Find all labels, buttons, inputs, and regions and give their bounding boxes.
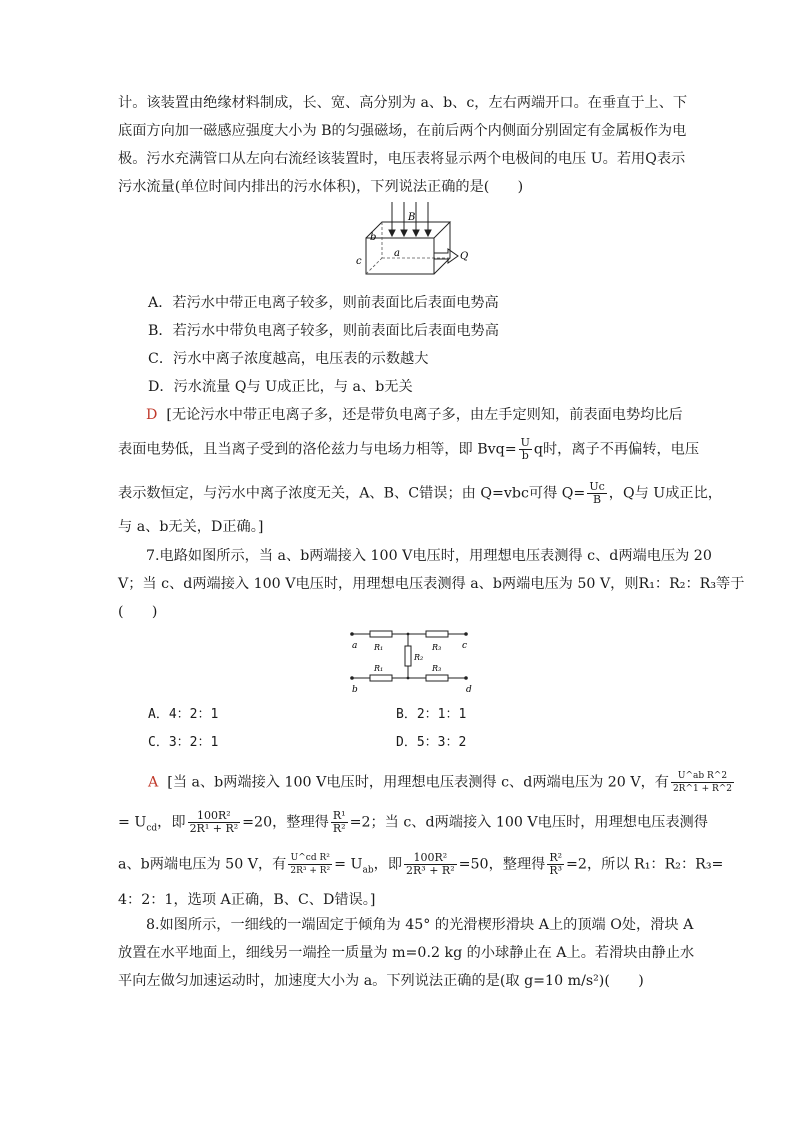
q6-explanation-line-1 bbox=[146, 405, 683, 425]
fraction-r2-over-r3 bbox=[547, 852, 564, 877]
fraction-numerator: R¹ bbox=[332, 809, 346, 822]
q6-option-b: B．若污水中带负电离子较多，则前表面比后表面电势高 bbox=[148, 323, 499, 339]
fraction-r1-over-r2 bbox=[331, 810, 348, 835]
q7-exp-2c: =20，整理得 bbox=[242, 814, 329, 831]
fraction-ucd-expression bbox=[288, 852, 332, 877]
terminal-b bbox=[350, 676, 354, 680]
q7-explanation-line-1 bbox=[148, 770, 736, 795]
label-b-terminal: b bbox=[352, 685, 358, 695]
q6-explanation-line-3 bbox=[118, 481, 722, 506]
q7-exp-2d: =2；当 c、d两端接入 100 V电压时，用理想电压表测得 bbox=[349, 814, 708, 831]
fraction-numerator: U^ab R^2 bbox=[671, 770, 734, 783]
resistor-r3-bottom bbox=[426, 675, 448, 681]
q6-exp-2a: 表面电势低，且当离子受到的洛伦兹力与电场力相等，即 Bvq= bbox=[118, 441, 517, 458]
q6-exp-1: [无论污水中带正电离子多，还是带负电离子多，由左手定则知，前表面电势均比后 bbox=[166, 407, 683, 423]
label-r1-top: R₁ bbox=[374, 643, 384, 652]
label-a: a bbox=[394, 248, 400, 259]
resistor-r2 bbox=[405, 646, 411, 666]
q7-answer-letter: A bbox=[148, 774, 159, 791]
fraction-denominator: 2R¹ + R² bbox=[189, 822, 239, 835]
label-r3-top: R₃ bbox=[432, 643, 442, 652]
q8-text-line-3: 平向左做匀加速运动时，加速度大小为 a。下列说法正确的是(取 g=10 m/s²)( ) bbox=[118, 973, 644, 989]
fraction-numerator: Uc bbox=[589, 480, 605, 493]
label-B-field: B bbox=[408, 212, 416, 223]
label-c-terminal: c bbox=[462, 641, 468, 651]
fraction-denominator: 2R^1 + R^2 bbox=[672, 784, 733, 794]
q7-exp-3a: a、b两端电压为 50 V，有 bbox=[118, 856, 287, 873]
label-b-small: b bbox=[370, 232, 377, 243]
q7-exp-3-sub: ab bbox=[362, 865, 374, 876]
q6-answer-letter: D bbox=[146, 407, 158, 423]
q6-explanation-line-2 bbox=[118, 437, 699, 462]
label-r1-bottom: R₁ bbox=[374, 664, 384, 673]
junction-top bbox=[407, 633, 410, 636]
label-Q: Q bbox=[460, 251, 469, 262]
q6-option-a: A．若污水中带正电离子较多，则前表面比后表面电势高 bbox=[148, 295, 499, 311]
fraction-U-over-b bbox=[519, 437, 532, 462]
fraction-uab-expression bbox=[671, 770, 734, 795]
q7-explanation-line-4: 4：2：1，选项 A正确，B、C、D错误。] bbox=[118, 892, 376, 908]
outflow-arrow bbox=[434, 249, 458, 263]
q7-exp-3d: =50，整理得 bbox=[458, 856, 546, 873]
q7-explanation-line-3 bbox=[118, 852, 723, 880]
q6-text-line-1: 计。该装置由绝缘材料制成，长、宽、高分别为 a、b、c，左右两端开口。在垂直于上、下 bbox=[118, 95, 688, 111]
q6-option-c: C．污水中离子浓度越高，电压表的示数越大 bbox=[148, 351, 429, 367]
resistor-r1-bottom bbox=[370, 675, 392, 681]
q6-text-line-3: 极。污水充满管口从左向右流经该装置时，电压表将显示两个电极间的电压 U。若用Q表示 bbox=[118, 151, 686, 167]
q7-text-line-2: V；当 c、d两端接入 100 V电压时，用理想电压表测得 a、b两端电压为 50 V，则R₁：R₂：R₃等于 bbox=[118, 576, 745, 592]
label-c: c bbox=[356, 256, 362, 267]
label-a-terminal: a bbox=[352, 641, 358, 651]
resistor-r3-top bbox=[426, 631, 448, 637]
fraction-denominator: b bbox=[521, 449, 529, 462]
q7-option-d: D．5：3：2 bbox=[396, 735, 467, 750]
q7-exp-3e: =2，所以 R₁：R₂：R₃= bbox=[566, 856, 724, 873]
fraction-numerator: U bbox=[520, 436, 530, 449]
q7-option-a: A．4：2：1 bbox=[148, 707, 219, 722]
terminal-a bbox=[350, 632, 354, 636]
q8-text-line-1: 8.如图所示，一细线的一端固定于倾角为 45° 的光滑楔形滑块 A上的顶端 O处，滑块 A bbox=[146, 917, 694, 933]
flowmeter-diagram bbox=[348, 198, 478, 284]
q7-exp-2b: ，即 bbox=[157, 814, 186, 831]
q6-option-d: D．污水流量 Q与 U成正比，与 a、b无关 bbox=[148, 379, 413, 395]
fraction-denominator: R² bbox=[332, 822, 346, 835]
q7-explanation-line-2 bbox=[118, 810, 708, 838]
q7-exp-3b: = U bbox=[334, 856, 363, 873]
q8-text-line-2: 放置在水平地面上，细线另一端拴一质量为 m=0.2 kg 的小球静止在 A上。若滑块由静止水 bbox=[118, 945, 695, 961]
fraction-Uc-over-B bbox=[587, 481, 606, 506]
junction-bottom bbox=[407, 677, 410, 680]
q7-text-line-3: ( ) bbox=[118, 604, 158, 620]
fraction-denominator: B bbox=[593, 493, 602, 506]
fraction-numerator: 100R² bbox=[188, 810, 241, 823]
q6-exp-3a: 表示数恒定，与污水中离子浓度无关，A、B、C错误；由 Q=vbc可得 Q= bbox=[118, 485, 586, 502]
fraction-100r2-b bbox=[404, 852, 457, 877]
hidden-edge-diagonal bbox=[366, 258, 382, 274]
label-r2: R₂ bbox=[414, 653, 424, 662]
terminal-d bbox=[464, 676, 468, 680]
q7-option-c: C．3：2：1 bbox=[148, 735, 219, 750]
q7-exp-2a: = U bbox=[118, 814, 147, 831]
q7-text-line-1: 7.电路如图所示，当 a、b两端接入 100 V电压时，用理想电压表测得 c、d两端电压为 20 bbox=[146, 548, 712, 564]
box-front-face bbox=[366, 238, 434, 274]
q7-option-b: B．2：1：1 bbox=[396, 707, 467, 722]
fraction-numerator: 100R² bbox=[404, 852, 457, 865]
q6-text-line-4: 污水流量(单位时间内排出的污水体积)，下列说法正确的是( ) bbox=[118, 179, 524, 195]
fraction-numerator: U^cd R² bbox=[288, 852, 332, 865]
box-top-face bbox=[366, 222, 450, 238]
terminal-c bbox=[464, 632, 468, 636]
q6-explanation-line-4: 与 a、b无关，D正确。] bbox=[118, 519, 264, 535]
fraction-denominator: 2R³ + R² bbox=[290, 866, 331, 876]
label-r3-bottom: R₃ bbox=[432, 664, 442, 673]
fraction-numerator: R² bbox=[549, 851, 563, 864]
circuit-diagram bbox=[346, 626, 478, 696]
q7-exp-1a: [当 a、b两端接入 100 V电压时，用理想电压表测得 c、d两端电压为 20 V，有 bbox=[167, 774, 669, 791]
fraction-100r2 bbox=[188, 810, 241, 835]
q7-exp-3c: ，即 bbox=[373, 856, 403, 873]
q6-text-line-2: 底面方向加一磁感应强度大小为 B的匀强磁场，在前后两个内侧面分别固定有金属板作为电 bbox=[118, 123, 687, 139]
q6-exp-3b: ，Q与 U成正比， bbox=[608, 485, 722, 502]
label-d-terminal: d bbox=[466, 685, 472, 695]
fraction-denominator: 2R³ + R² bbox=[406, 864, 455, 877]
fraction-denominator: R³ bbox=[549, 864, 563, 877]
q7-exp-2-sub: cd bbox=[146, 823, 158, 834]
q6-exp-2b: q时，离子不再偏转，电压 bbox=[533, 441, 700, 458]
resistor-r1-top bbox=[370, 631, 392, 637]
